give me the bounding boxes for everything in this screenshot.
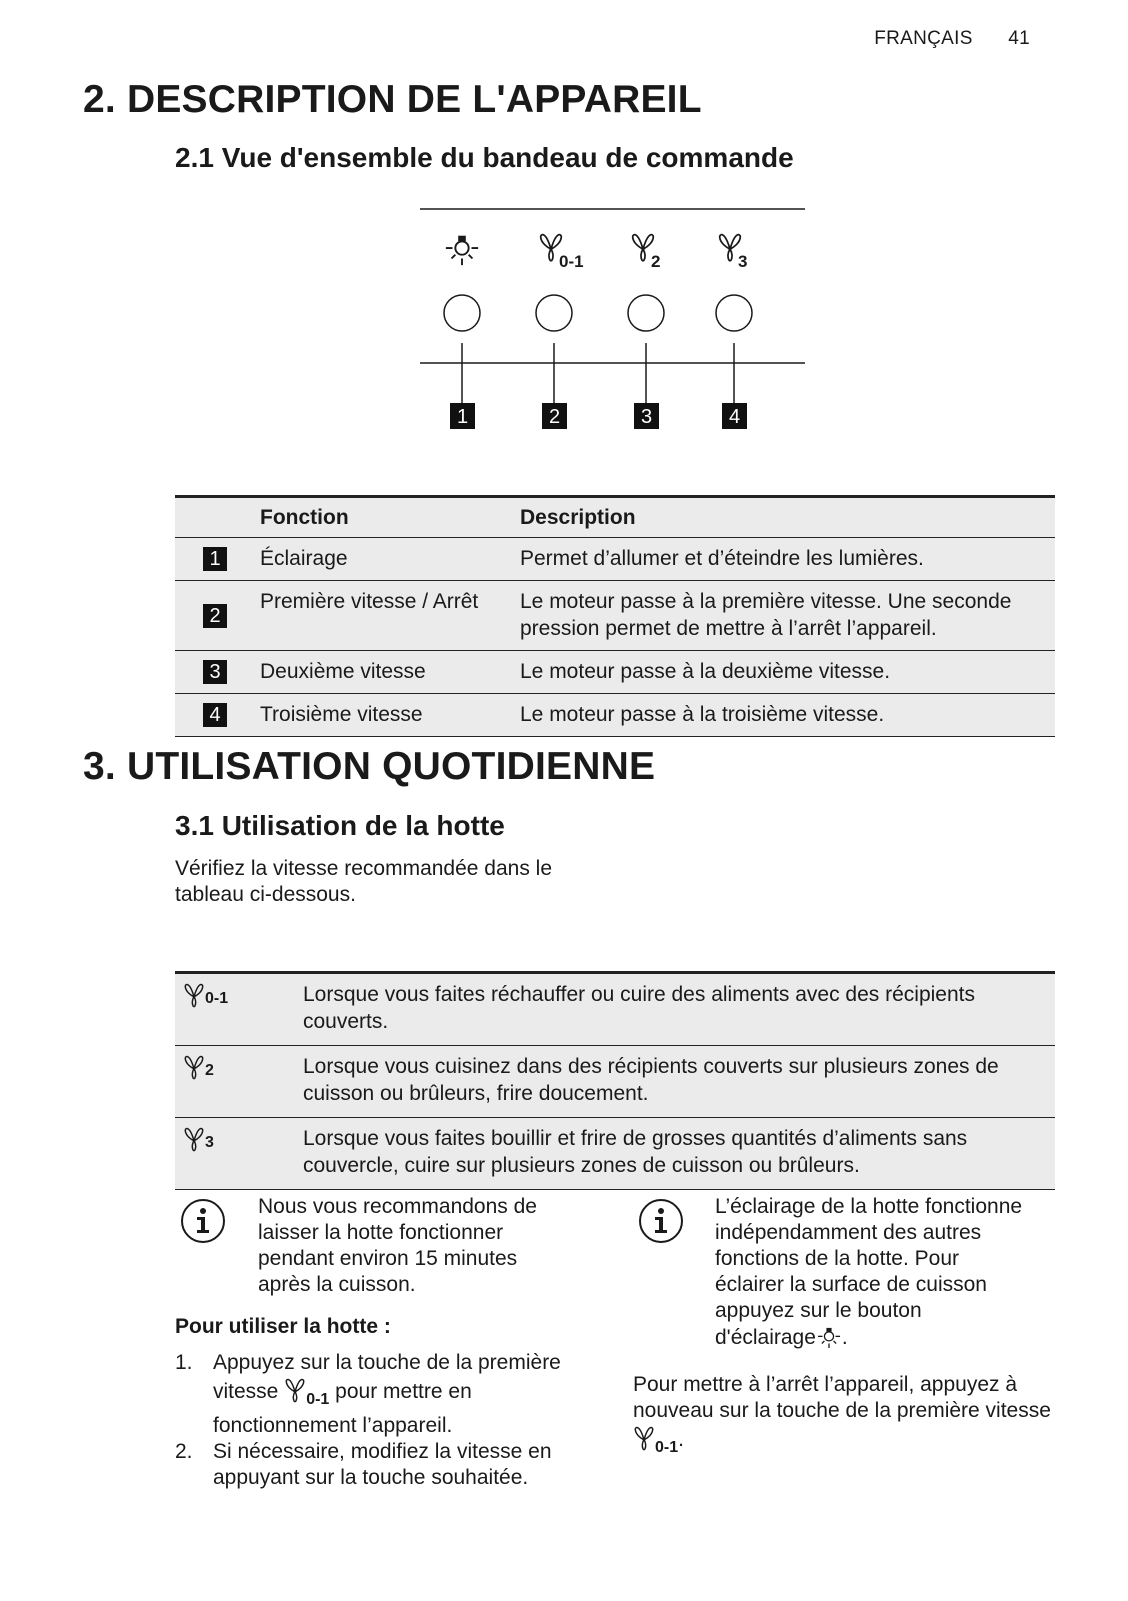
row-number-badge: 2 <box>203 604 227 628</box>
description-cell: Le moteur passe à la troisième vitesse. <box>520 694 1055 737</box>
header-language: FRANÇAIS <box>874 28 973 49</box>
table-row <box>175 538 1055 581</box>
column-header-function: Fonction <box>260 497 520 538</box>
speed-2-button <box>628 295 664 331</box>
section-3-1-title: 3.1 Utilisation de la hotte <box>175 810 505 841</box>
instructions-list <box>175 1350 595 1491</box>
fan-speed-2-icon: 2 <box>183 1057 214 1080</box>
row-number-badge: 4 <box>203 703 227 727</box>
table-row <box>175 1118 1055 1190</box>
intro-paragraph: Vérifiez la vitesse recommandée dans le tableau ci-dessous. <box>175 857 553 906</box>
svg-text:2: 2 <box>548 406 561 428</box>
table-row <box>175 581 1055 651</box>
description-cell: Le moteur passe à la deuxième vitesse. <box>520 651 1055 694</box>
info-icon <box>638 1198 684 1244</box>
light-icon <box>446 236 478 265</box>
svg-text:3: 3 <box>738 252 748 271</box>
svg-text:2: 2 <box>651 252 661 271</box>
speed-table <box>175 971 1055 1190</box>
list-item: 2. Si nécessaire, modifiez la vitesse en appuyant sur la touche souhaitée. <box>175 1440 552 1489</box>
table-row <box>175 694 1055 737</box>
function-cell: Deuxième vitesse <box>260 651 520 694</box>
row-number-badge: 3 <box>203 660 227 684</box>
description-cell: Permet d’allumer et d’éteindre les lumières. <box>520 538 1055 581</box>
table-row <box>175 651 1055 694</box>
speed-0-1-button <box>536 295 572 331</box>
row-number-badge: 1 <box>203 547 227 571</box>
section-2-1-title: 2.1 Vue d'ensemble du bandeau de commande <box>175 142 794 173</box>
svg-text:0-1: 0-1 <box>559 252 584 271</box>
table-header-row <box>175 497 1055 538</box>
svg-text:3: 3 <box>640 406 653 428</box>
section-2-title: 2. DESCRIPTION DE L'APPAREIL <box>83 78 702 121</box>
speed-description: Lorsque vous cuisinez dans des récipients couverts sur plusieurs zones de cuisson ou brûleurs, frire doucement. <box>303 1046 1055 1118</box>
info-note-right: L’éclairage de la hotte fonctionne indépendamment des autres fonctions de la hotte. Pour éclairer la surface de cuisson appuyez sur le bouton d'éclairage . <box>715 1195 1023 1349</box>
function-cell: Éclairage <box>260 538 520 581</box>
info-note-left: Nous vous recommandons de laisser la hotte fonctionner pendant environ 15 minutes après la cuisson. <box>258 1195 537 1296</box>
section-3-title: 3. UTILISATION QUOTIDIENNE <box>83 745 656 788</box>
speed-3-button <box>716 295 752 331</box>
light-icon <box>816 1324 842 1350</box>
fan-speed-2-icon <box>633 235 661 271</box>
running-header <box>874 28 1030 50</box>
page-number: 41 <box>1008 28 1030 49</box>
column-header-description: Description <box>520 497 1055 538</box>
speed-description: Lorsque vous faites bouillir et frire de grosses quantités d’aliments sans couvercle, cuire sur plusieurs zones de cuisson ou brûleurs. <box>303 1118 1055 1190</box>
control-panel-diagram <box>420 205 805 445</box>
list-item: 1. Appuyez sur la touche de la première vitesse 0-1 pour mettre en fonctionnement l’appareil. <box>175 1351 561 1437</box>
info-icon <box>180 1198 226 1244</box>
fan-speed-0-1-icon: 0-1 <box>284 1376 329 1413</box>
fan-speed-3-icon <box>720 235 748 271</box>
table-row <box>175 973 1055 1046</box>
table-row <box>175 1046 1055 1118</box>
fan-speed-0-1-icon <box>541 235 584 271</box>
function-cell: Troisième vitesse <box>260 694 520 737</box>
function-table <box>175 495 1055 737</box>
fan-speed-0-1-icon: 0-1 <box>183 985 228 1008</box>
svg-text:1: 1 <box>456 406 469 428</box>
fan-speed-3-icon: 3 <box>183 1129 214 1152</box>
function-cell: Première vitesse / Arrêt <box>260 581 520 651</box>
speed-description: Lorsque vous faites réchauffer ou cuire des aliments avec des récipients couverts. <box>303 973 1055 1046</box>
fan-speed-0-1-icon: 0-1 <box>633 1424 678 1461</box>
description-cell: Le moteur passe à la première vitesse. Une seconde pression permet de mettre à l’arrêt l’appareil. <box>520 581 1055 651</box>
svg-text:4: 4 <box>728 406 741 428</box>
instructions-title: Pour utiliser la hotte : <box>175 1315 391 1338</box>
stop-instructions: Pour mettre à l’arrêt l’appareil, appuyez à nouveau sur la touche de la première vitesse 0-1. <box>633 1372 1063 1461</box>
light-button <box>444 295 480 331</box>
